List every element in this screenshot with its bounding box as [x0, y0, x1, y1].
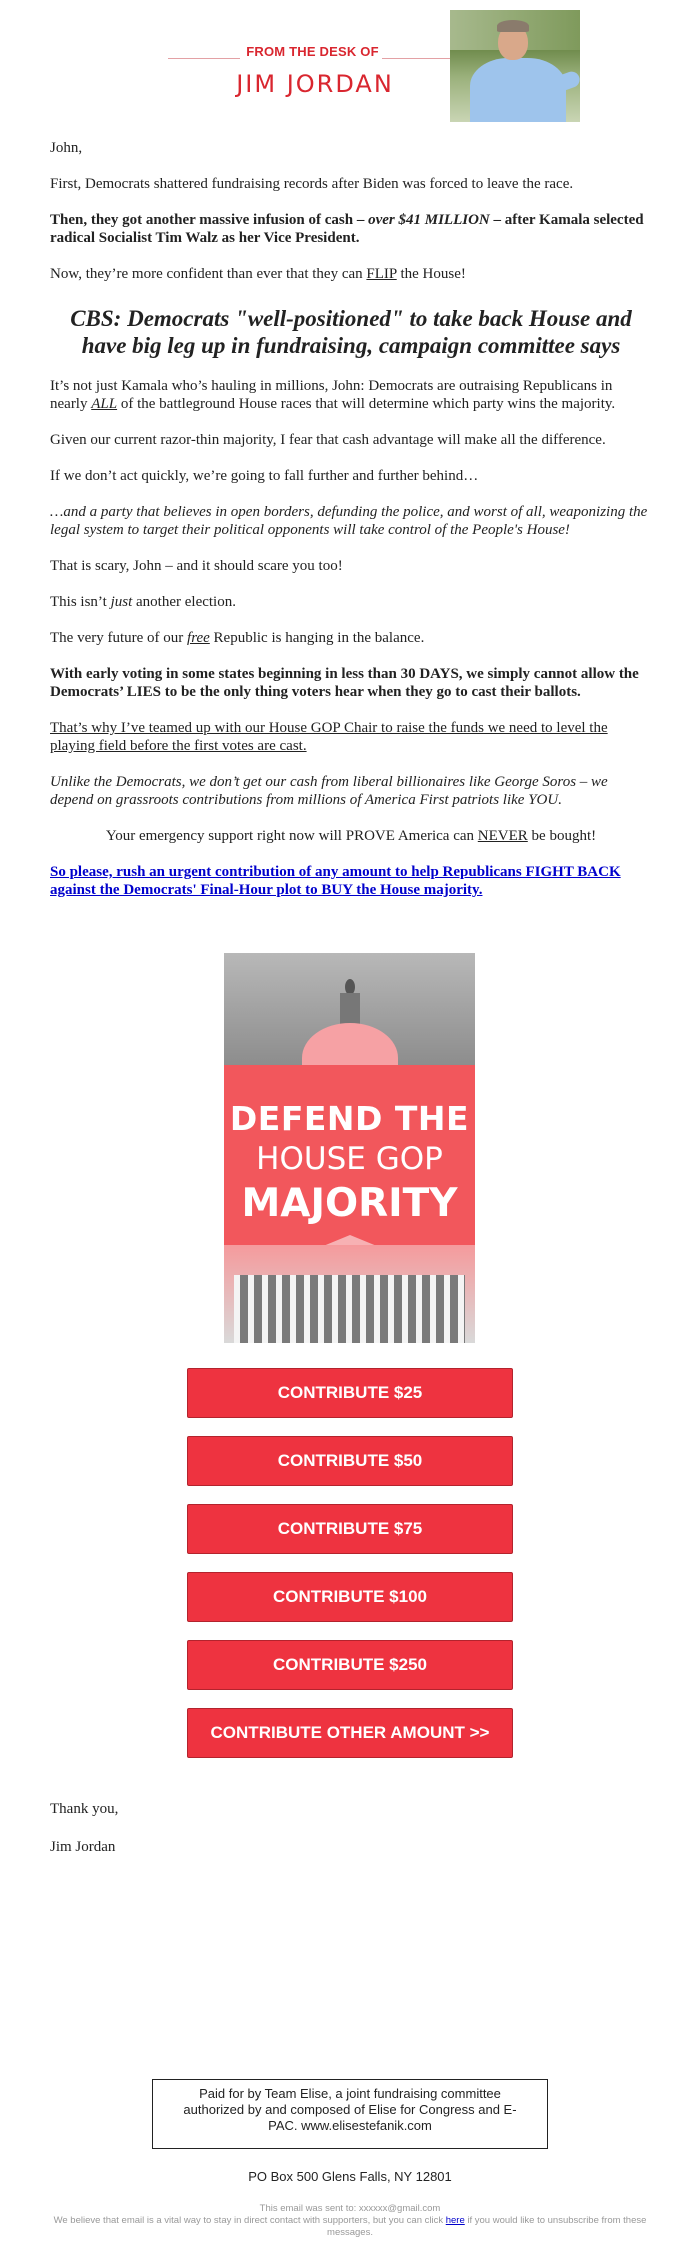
paragraph-13 — [50, 773, 652, 809]
paragraph-7 — [50, 503, 652, 539]
paragraph-2-text-c: – after Kamala selected radical Socialist Tim Walz as her Vice President. — [50, 212, 644, 246]
paragraph-4-text-a: It’s not just Kamala who’s hauling in millions, John: Democrats are outraising Republicans in nearly — [50, 378, 613, 412]
contribute-100-button[interactable]: CONTRIBUTE $100 — [187, 1572, 513, 1622]
header-divider-left — [168, 58, 240, 59]
email-footer — [40, 2203, 660, 2239]
paid-for-disclaimer: Paid for by Team Elise, a joint fundraising committee authorized by and composed of Elise for Congress and E-PAC. www.elisestefanik.com — [152, 2079, 548, 2149]
paragraph-3-underline: FLIP — [366, 266, 397, 282]
signoff-thanks: Thank you, — [50, 1801, 119, 1817]
paragraph-14-text-a: Your emergency support right now will PROVE America can — [105, 828, 478, 844]
contribute-250-button[interactable]: CONTRIBUTE $250 — [187, 1640, 513, 1690]
header-divider-right — [382, 58, 452, 59]
paragraph-10-text-a: The very future of our — [50, 630, 188, 646]
unsubscribe-text-b: if you would like to unsubscribe from these messages. — [327, 2215, 647, 2238]
defend-majority-image[interactable] — [224, 953, 475, 1343]
paragraph-7-text: …and a party that believes in open borders, defunding the police, and worst of all, weaponizing the legal system to target their political opponents will take control of the People's House! — [50, 504, 648, 538]
paragraph-3-text-c: the House! — [396, 266, 466, 282]
unsubscribe-link[interactable]: here — [445, 2215, 465, 2226]
image-text-line-1: DEFEND THE — [229, 1099, 470, 1138]
signoff-name: Jim Jordan — [50, 1839, 116, 1855]
paragraph-14 — [50, 827, 652, 845]
capitol-columns — [234, 1275, 465, 1343]
paragraph-12 — [50, 719, 652, 755]
paragraph-9-emphasis: just — [110, 594, 133, 610]
paragraph-6: If we don’t act quickly, we’re going to fall further and further behind… — [50, 468, 479, 484]
paragraph-9-text-c: another election. — [132, 594, 236, 610]
contribute-25-button[interactable]: CONTRIBUTE $25 — [187, 1368, 513, 1418]
paragraph-9 — [50, 593, 652, 611]
unsubscribe-notice — [40, 2215, 660, 2239]
paragraph-3 — [50, 265, 652, 283]
paragraph-2-emphasis: over $41 MILLION — [368, 212, 490, 228]
paragraph-1: First, Democrats shattered fundraising records after Biden was forced to leave the race. — [50, 176, 574, 192]
paragraph-4-text-c: of the battleground House races that will determine which party wins the majority. — [117, 396, 616, 412]
contribute-link[interactable]: So please, rush an urgent contribution of any amount to help Republicans FIGHT BACK against the Democrats' Final-Hour plot to BUY the House majority. — [50, 864, 621, 898]
header-desk-label: FROM THE DESK OF — [246, 44, 379, 59]
paragraph-9-text-a: This isn’t — [50, 594, 111, 610]
paragraph-2 — [50, 211, 652, 247]
unsubscribe-text-a: We believe that email is a vital way to stay in direct contact with supporters, but you can click — [53, 2215, 446, 2226]
photo-hair — [497, 20, 529, 32]
signoff — [50, 1800, 118, 1876]
headline: CBS: Democrats "well-positioned" to take back House and have big leg up in fundraising, campaign committee says — [70, 306, 632, 358]
sender-photo — [450, 10, 580, 122]
image-text-line-3: MAJORITY — [241, 1181, 458, 1226]
paragraph-8: That is scary, John – and it should scare you too! — [50, 558, 343, 574]
paragraph-10 — [50, 629, 652, 647]
paragraph-11 — [50, 665, 652, 701]
paragraph-14-underline: NEVER — [477, 828, 528, 844]
sent-to-notice: This email was sent to: xxxxxx@gmail.com — [259, 2203, 441, 2214]
paragraph-10-emphasis: free — [187, 630, 210, 646]
paragraph-4-emphasis: ALL — [91, 396, 118, 412]
contribute-other-button[interactable]: CONTRIBUTE OTHER AMOUNT >> — [187, 1708, 513, 1758]
contribute-75-button[interactable]: CONTRIBUTE $75 — [187, 1504, 513, 1554]
paragraph-4 — [50, 377, 652, 413]
contribute-50-button[interactable]: CONTRIBUTE $50 — [187, 1436, 513, 1486]
paragraph-3-text-a: Now, they’re more confident than ever that they can — [50, 266, 367, 282]
email-body — [50, 139, 652, 917]
paragraph-2-text-a: Then, they got another massive infusion of cash – — [50, 212, 369, 228]
header-sender-name: JIM JORDAN — [236, 70, 394, 98]
paragraph-5: Given our current razor-thin majority, I fear that cash advantage will make all the difference. — [50, 432, 606, 448]
image-text-line-2: HOUSE GOP — [256, 1141, 443, 1177]
paragraph-12-text: That’s why I’ve teamed up with our House GOP Chair to raise the funds we need to level the playing field before the first votes are cast. — [50, 720, 608, 754]
email-header — [160, 8, 580, 124]
paragraph-11-text: With early voting in some states beginning in less than 30 DAYS, we simply cannot allow the Democrats’ LIES to be the only thing voters hear when they go to cast their ballots. — [50, 666, 639, 700]
paragraph-13-text: Unlike the Democrats, we don’t get our cash from liberal billionaires like George Soros – we depend on grassroots contributions from millions of America First patriots like YOU. — [50, 774, 608, 808]
paragraph-14-text-c: be bought! — [527, 828, 597, 844]
mailing-address: PO Box 500 Glens Falls, NY 12801 — [248, 2169, 452, 2184]
paragraph-10-text-c: Republic is hanging in the balance. — [209, 630, 425, 646]
cta-paragraph — [50, 863, 652, 899]
greeting: John, — [50, 140, 83, 156]
